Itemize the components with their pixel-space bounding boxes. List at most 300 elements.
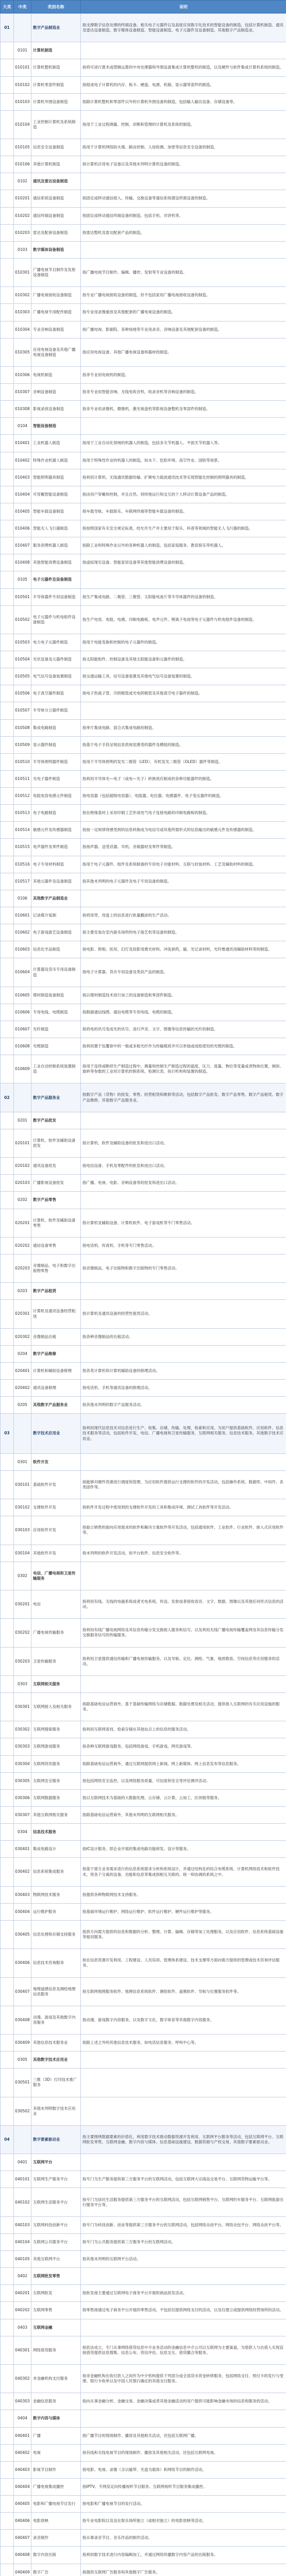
- description-cell: [81, 1112, 286, 1129]
- description-cell: [81, 2097, 286, 2125]
- description-cell: 指从事录音节目、音乐作品的制作活动。: [81, 2530, 286, 2547]
- table-row: [1, 1738, 286, 1755]
- major-code-cell: [1, 924, 14, 941]
- category-name-cell: 计算机制造: [31, 42, 81, 59]
- major-code-cell: [1, 1004, 14, 1021]
- category-name-cell: 其他软件开发: [31, 1545, 81, 1562]
- table-row: [1, 304, 286, 321]
- major-code-cell: [1, 2410, 14, 2427]
- major-code-cell: [1, 366, 14, 383]
- middle-code-cell: 030304: [14, 1755, 31, 1772]
- table-row: [1, 1209, 286, 1237]
- table-row: [1, 110, 286, 139]
- major-code-cell: [1, 1903, 14, 1920]
- middle-code-cell: 030302: [14, 1721, 31, 1738]
- description-cell: 指利用卫星提供通信传输和广播电视传输服务，以及导航、定位、测绘、气象、地质勘查、空间信息等应用服务的活动。: [81, 1647, 286, 1675]
- major-code-cell: [1, 1562, 14, 1590]
- description-cell: 指电影和广播电视节目的发行活动。: [81, 2496, 286, 2513]
- category-name-cell: 信息化学品制造: [31, 941, 81, 958]
- middle-code-cell: 010305: [14, 338, 31, 366]
- table-row: [1, 788, 286, 805]
- header-row: [1, 1, 286, 13]
- description-cell: [81, 2319, 286, 2336]
- description-cell: 指独立销售的面向应用需求的软件和解决方案软件等开发活动，包括通用软件、工业软件、行业软件、嵌入式应用软件等。: [81, 1516, 286, 1545]
- table-row: [1, 2302, 286, 2319]
- major-code-cell: [1, 76, 14, 93]
- major-code-cell: [1, 2285, 14, 2302]
- middle-code-cell: 020103: [14, 1175, 31, 1192]
- middle-code-cell: 040104: [14, 2233, 31, 2250]
- table-row: [1, 668, 286, 685]
- category-name-cell: 电信: [31, 1590, 81, 1619]
- description-cell: 指利用数字技术进行内容编辑加工，并通过网络传播数字内容产品的出版服务。: [81, 2547, 286, 2564]
- middle-code-cell: 010103: [14, 93, 31, 110]
- table-row: [1, 1841, 286, 1858]
- category-name-cell: 互联网零售: [31, 2302, 81, 2319]
- description-cell: 指广播、电视、电影、音响设备等的批发和进出口活动。: [81, 1175, 286, 1192]
- description-cell: 指除基础电信运营商外，基于基础传输网络为存储数据、数据处理及相关活动，提供接入互联网的有关应用设施的服务。: [81, 1693, 286, 1721]
- middle-code-cell: 010514: [14, 822, 31, 839]
- table-row: [1, 1283, 286, 1300]
- major-code-cell: [1, 1545, 14, 1562]
- description-cell: 指数字产品（货物）的批发、零售、经营租赁和维修等活动，包括数字产品批发、数字产品零售、数字产品租赁、数字产品维修、其他数字产品服务业。: [81, 1083, 286, 1112]
- category-name-cell: 非金融机构支付服务: [31, 2364, 81, 2393]
- category-name-cell: 计算机外围设备制造: [31, 93, 81, 110]
- major-code-cell: [1, 207, 14, 224]
- description-cell: 指基础环境运行维护、网络运行维护、软件运行维护、硬件运行维护等服务。: [81, 1903, 286, 1920]
- table-row: [1, 1590, 286, 1619]
- table-row: [1, 1693, 286, 1721]
- middle-code-cell: 010505: [14, 668, 31, 685]
- description-cell: 指基于电子手段呈现信息供视觉感受的器件及模组的制造。: [81, 736, 286, 753]
- major-code-cell: [1, 2427, 14, 2444]
- category-name-cell: 互联网批发零售: [31, 2268, 81, 2285]
- description-cell: 指其他未列明的电子元器件及电子专用设备的制造。: [81, 873, 286, 890]
- middle-code-cell: 010406: [14, 520, 31, 537]
- description-cell: 指非专业用智能音响、无线电收音机、收录音机等音响设备的制造。: [81, 384, 286, 401]
- middle-code-cell: 040402: [14, 2444, 31, 2461]
- middle-code-cell: 0303: [14, 1675, 31, 1692]
- major-code-cell: [1, 2052, 14, 2069]
- category-name-cell: 光纤制造: [31, 1021, 81, 1038]
- major-code-cell: [1, 2302, 14, 2319]
- middle-code-cell: 040102: [14, 2188, 31, 2216]
- table-row: [1, 958, 286, 987]
- description-cell: 指批发商主要通过互联网电子商务平台开展的商品批发活动。: [81, 2285, 286, 2302]
- table-row: [1, 2444, 286, 2461]
- major-code-cell: [1, 702, 14, 719]
- description-cell: [81, 2268, 286, 2285]
- major-code-cell: [1, 173, 14, 190]
- middle-code-cell: 010302: [14, 287, 31, 304]
- category-name-cell: 应用软件开发: [31, 1516, 81, 1545]
- category-name-cell: 其他互联网平台: [31, 2251, 81, 2268]
- major-code-cell: [1, 2006, 14, 2034]
- middle-code-cell: 010608: [14, 1038, 31, 1055]
- category-name-cell: 广播电视集成播控: [31, 2478, 81, 2495]
- description-cell: 指其他未列明的数字产品服务活动。: [81, 1397, 286, 1414]
- description-cell: [81, 173, 286, 190]
- category-name-cell: 广播影视设备批发: [31, 1175, 81, 1192]
- description-cell: 指非金融机构在收付款人之间作为中介机构提供下列部分或全部货币资金转移服务，包括网络支付、预付卡的发行与受理、银行卡收单以及中国人民银行确定的其他支付服务。: [81, 2364, 286, 2393]
- major-code-cell: [1, 2444, 14, 2461]
- major-code-cell: [1, 605, 14, 634]
- major-code-cell: [1, 1129, 14, 1157]
- category-name-cell: 录音制作: [31, 2530, 81, 2547]
- description-cell: 指非专业用录像机、摄像机、激光视盘机等影视设备整机及零部件的制造。: [81, 401, 286, 418]
- description-cell: 指用于电能变换和控制的电子元器件的制造。: [81, 634, 286, 651]
- header-description: 说明: [81, 1, 286, 13]
- major-code-cell: [1, 2364, 14, 2393]
- table-row: [1, 1055, 286, 1083]
- middle-code-cell: 0402: [14, 2268, 31, 2285]
- major-code-cell: [1, 338, 14, 366]
- major-code-cell: [1, 93, 14, 110]
- table-row: [1, 1806, 286, 1823]
- middle-code-cell: 010402: [14, 452, 31, 469]
- description-cell: 指将母带、母盘上的信息进行批量翻录的生产活动。: [81, 907, 286, 924]
- table-row: [1, 2427, 286, 2444]
- description-cell: 指有线和无线电视节目的现场制作、播放及其他相关活动，还包括互联网电视。: [81, 2444, 286, 2461]
- major-code-cell: [1, 1380, 14, 1397]
- middle-code-cell: 040403: [14, 2461, 31, 2478]
- table-row: [1, 14, 286, 42]
- table-body: [0, 13, 286, 2576]
- table-row: [1, 2530, 286, 2547]
- table-row: [1, 2268, 286, 2285]
- category-name-cell: 电声器件及零件制造: [31, 839, 81, 856]
- middle-code-cell: 010602: [14, 924, 31, 941]
- description-cell: 指电影、照相、医用、幻灯及投影用感光材料、冲洗套药，磁、光记录材料，光纤维通讯用辅助材料等的制造。: [81, 941, 286, 958]
- middle-code-cell: 0103: [14, 241, 31, 258]
- major-code-cell: 04: [1, 2125, 14, 2154]
- major-code-cell: [1, 452, 14, 469]
- middle-code-cell: 030305: [14, 1772, 31, 1789]
- middle-code-cell: 030202: [14, 1619, 31, 1647]
- description-cell: 指其他未列明的互联网平台活动。: [81, 2251, 286, 2268]
- table-row: [1, 190, 286, 207]
- description-cell: 指计算机及辅助设备、计算机软件、电子游戏机等专门零售活动。: [81, 1209, 286, 1237]
- category-name-cell: 特殊作业机器人制造: [31, 452, 81, 469]
- major-code-cell: [1, 668, 14, 685]
- major-code-cell: [1, 1055, 14, 1083]
- table-row: [1, 241, 286, 258]
- middle-code-cell: 010604: [14, 958, 31, 987]
- header-middle: 中类: [14, 1, 31, 13]
- middle-code-cell: 030201: [14, 1590, 31, 1619]
- table-row: [1, 93, 286, 110]
- description-cell: 指利用有线、无线的电磁系统或者光电系统，传送、发射或者接收语音、文字、数据、图像以及其他任何形式信息的活动。: [81, 1590, 286, 1619]
- description-cell: 指软件开发过程中使用到的支撑软件开发的工具和集成环境、测试工具软件等开发活动。: [81, 1499, 286, 1516]
- description-cell: 指除基础电信运营商外，通过互联网提供网上新闻、网上新媒体、网上信息发布等信息服务。: [81, 1755, 286, 1772]
- major-code-cell: [1, 873, 14, 890]
- table-row: [1, 1362, 286, 1379]
- description-cell: 指利用互联网查找、检索存储在其他站点上的信息的服务活动。: [81, 1721, 286, 1738]
- major-code-cell: [1, 2336, 14, 2364]
- major-code-cell: [1, 2097, 14, 2125]
- category-name-cell: 数字内容出版: [31, 2547, 81, 2564]
- category-name-cell: 其他数字技术应用业: [31, 2052, 81, 2069]
- middle-code-cell: 010407: [14, 537, 31, 554]
- major-code-cell: [1, 42, 14, 59]
- category-name-cell: 电子专用材料制造: [31, 856, 81, 873]
- major-code-cell: [1, 1841, 14, 1858]
- description-cell: 指IC设计服务，即企业开展的集成电路功能研发、设计等服务。: [81, 1841, 286, 1858]
- description-cell: 指计算机及通讯设备的经营性租赁活动。: [81, 1300, 286, 1328]
- category-name-cell: 数字广告: [31, 2564, 81, 2576]
- category-name-cell: 其他元器件及设备制造: [31, 873, 81, 890]
- description-cell: 指包括网络安全监控，以及网络服务质量、可信度和安全等评估测评活动。: [81, 1772, 286, 1789]
- middle-code-cell: 030402: [14, 1858, 31, 1886]
- major-code-cell: [1, 469, 14, 486]
- category-name-cell: 电力电子元器件制造: [31, 634, 81, 651]
- table-row: [1, 1499, 286, 1516]
- table-row: [1, 59, 286, 76]
- description-cell: 指依法成立，专门从事网络借贷信息中介业务活动的金融信息中介公司以互联网为主要渠道，为借款人与出借人实现直接借贷提供信息搜集、信息公布、资信评估、信息交互、借贷撮合等服务。: [81, 2336, 286, 2364]
- major-code-cell: 03: [1, 1414, 14, 1453]
- description-cell: 指固定或移动通信接入、传输、交换设备等通信系统建设所需设备的制造。: [81, 190, 286, 207]
- middle-code-cell: 010607: [14, 1021, 31, 1038]
- category-name-cell: 其他数字产品制造业: [31, 890, 81, 907]
- major-code-cell: [1, 384, 14, 401]
- table-row: [1, 822, 286, 839]
- table-row: [1, 520, 286, 537]
- description-cell: 指在绝缘基材上采用印制工艺形成电气电子连接电路的印制电路板的制造。: [81, 805, 286, 822]
- description-cell: 指用于连续或断续生产制造过程中，测量和控制生产制造过程的温度、压力、流量、物位等变量或者物体位置、倾斜、旋转等参数的工业用计算机控制系统、检测仪表、执行机构和装置的制造。: [81, 1055, 286, 1083]
- middle-code-cell: 010102: [14, 76, 31, 93]
- category-name-cell: 互联网批发: [31, 2285, 81, 2302]
- table-row: [1, 2069, 286, 2097]
- major-code-cell: [1, 1397, 14, 1414]
- description-cell: 指电子计算器、货币专用设备及类似产品的制造。: [81, 958, 286, 987]
- middle-code-cell: 010105: [14, 139, 31, 156]
- table-row: [1, 173, 286, 190]
- table-row: [1, 2461, 286, 2478]
- category-name-cell: 电子真空器件制造: [31, 685, 81, 702]
- middle-code-cell: 010101: [14, 59, 31, 76]
- category-name-cell: 其他数字产品服务业: [31, 1397, 81, 1414]
- description-cell: 指专业广播电视接收设备的制造，但不包括家用广播电视接收设备的制造。: [81, 287, 286, 304]
- description-cell: 指主要安装在室内游乐场所的电子游艺机等设备的制造。: [81, 924, 286, 941]
- description-cell: [81, 1192, 286, 1209]
- middle-code-cell: 040303: [14, 2393, 31, 2410]
- major-code-cell: [1, 2069, 14, 2097]
- description-cell: 指支撑数字信息处理的终端设备、相关电子元器件以及高度应用数字化技术的智能设备的制造，包括计算机制造、通讯及雷达设备制造、数字媒体设备制造、智能设备制造、电子元器件及设备制造、其他数字产品制造业。: [81, 14, 286, 42]
- middle-code-cell: 010501: [14, 588, 31, 605]
- table-row: [1, 1129, 286, 1157]
- category-name-cell: 显示器件制造: [31, 736, 81, 753]
- major-code-cell: [1, 537, 14, 554]
- description-cell: 指电话机、传真机、手机等专门零售活动。: [81, 1237, 286, 1254]
- table-row: [1, 2364, 286, 2393]
- table-row: [1, 1858, 286, 1886]
- table-row: [1, 1562, 286, 1590]
- table-row: [1, 1083, 286, 1112]
- major-code-cell: [1, 503, 14, 520]
- major-code-cell: [1, 1789, 14, 1806]
- table-row: [1, 76, 286, 93]
- middle-code-cell: 030406: [14, 1949, 31, 1977]
- category-name-cell: 网络借贷服务: [31, 2336, 81, 2364]
- table-row: [1, 588, 286, 605]
- middle-code-cell: 010303: [14, 304, 31, 321]
- category-name-cell: 互联网科技创新平台: [31, 2216, 81, 2233]
- middle-code-cell: 0301: [14, 1453, 31, 1470]
- table-row: [1, 907, 286, 924]
- table-row: [1, 156, 286, 173]
- middle-code-cell: 010401: [14, 435, 31, 452]
- middle-code-cell: 030101: [14, 1470, 31, 1499]
- table-row: [1, 2216, 286, 2233]
- middle-code-cell: [14, 2125, 31, 2154]
- table-row: [1, 258, 286, 286]
- middle-code-cell: [14, 1414, 31, 1453]
- table-row: [1, 2006, 286, 2034]
- middle-code-cell: 030401: [14, 1841, 31, 1858]
- category-name-cell: 工业自动控制系统装置制造: [31, 1055, 81, 1083]
- middle-code-cell: 010201: [14, 190, 31, 207]
- middle-code-cell: 020203: [14, 1254, 31, 1282]
- description-cell: 指专业电影院以及设在娱乐场所独立（或相对独立）的电影放映等活动。: [81, 2513, 286, 2530]
- category-name-cell: 光缆制造: [31, 1038, 81, 1055]
- major-code-cell: [1, 2513, 14, 2530]
- category-name-cell: 广播电视接收设备制造: [31, 287, 81, 304]
- category-name-cell: 工业机器人制造: [31, 435, 81, 452]
- middle-code-cell: 010403: [14, 469, 31, 486]
- category-name-cell: 音响设备制造: [31, 384, 81, 401]
- category-name-cell: 智能无人飞行器制造: [31, 520, 81, 537]
- category-name-cell: 信息处理和存储支持服务: [31, 1920, 81, 1948]
- description-cell: 指电信设备、手机及零配件的批发和进出口活动。: [81, 1158, 286, 1175]
- description-cell: 指利用现代信息技术对信息进行生产、收集、存储、传输、处理、检索和应用，为用户提供基础软件、应用软件、信息技术服务等活动，包括软件开发，电信、广播电视和卫星传输服务，互联网相关服务，信息技术服务，其他数字技术应用业。: [81, 1414, 286, 1453]
- major-code-cell: [1, 1516, 14, 1545]
- table-row: [1, 1675, 286, 1692]
- major-code-cell: [1, 321, 14, 338]
- major-code-cell: [1, 1192, 14, 1209]
- major-code-cell: [1, 736, 14, 753]
- table-row: [1, 2097, 286, 2125]
- middle-code-cell: 030306: [14, 1789, 31, 1806]
- major-code-cell: [1, 2216, 14, 2233]
- middle-code-cell: 030405: [14, 1920, 31, 1948]
- category-name-cell: 影视录放设备制造: [31, 401, 81, 418]
- major-code-cell: [1, 156, 14, 173]
- category-name-cell: 其他智能消费设备制造: [31, 554, 81, 571]
- category-name-cell: 计算机及通讯设备经营租赁: [31, 1300, 81, 1328]
- major-code-cell: [1, 2171, 14, 2188]
- category-name-cell: 动漫、游戏及其他数字内容服务: [31, 2006, 81, 2034]
- table-row: [1, 1397, 286, 1414]
- description-cell: 指电影、电视、录像（含以磁带、光盘为载体）和网络节目的制作活动。: [81, 2461, 286, 2478]
- major-code-cell: [1, 554, 14, 571]
- major-code-cell: [1, 1858, 14, 1886]
- description-cell: 指专门为公共服务提供第三方服务平台的互联网活动。: [81, 2233, 286, 2250]
- category-name-cell: 互联网资讯服务: [31, 1755, 81, 1772]
- description-cell: 指按照国家有关安全规定标准，经允许生产并主要用于娱乐、科普等领域的智能无人飞行器的制造。: [81, 520, 286, 537]
- middle-code-cell: 010304: [14, 321, 31, 338]
- description-cell: [81, 1675, 286, 1692]
- category-name-cell: 专用电线、电缆制造: [31, 1004, 81, 1021]
- description-cell: 指零售商通过电子商务平台开展的零售活动，不包括仅提供网络支付的活动，以及仅建立或提供网络经营场所的活动。: [81, 2302, 286, 2319]
- category-name-cell: 广播电视节目制作及发射设备制造: [31, 258, 81, 286]
- category-name-cell: 互联网相关服务: [31, 1675, 81, 1692]
- middle-code-cell: 040105: [14, 2251, 31, 2268]
- major-code-cell: [1, 287, 14, 304]
- middle-code-cell: 010306: [14, 366, 31, 383]
- description-cell: [81, 571, 286, 588]
- major-code-cell: [1, 1328, 14, 1345]
- table-row: [1, 2171, 286, 2188]
- category-name-cell: 数字要素驱动业: [31, 2125, 81, 2154]
- middle-code-cell: 030103: [14, 1516, 31, 1545]
- major-code-cell: [1, 2461, 14, 2478]
- category-name-cell: 智能照明器具制造: [31, 469, 81, 486]
- category-name-cell: 集成电路设计: [31, 1841, 81, 1858]
- table-row: [1, 1038, 286, 1055]
- middle-code-cell: 0305: [14, 2052, 31, 2069]
- category-name-cell: 电子元器件与机电组件设备制造: [31, 605, 81, 634]
- major-code-cell: [1, 1237, 14, 1254]
- category-name-cell: 专业音响设备制造: [31, 321, 81, 338]
- middle-code-cell: 0401: [14, 2154, 31, 2171]
- table-row: [1, 770, 286, 787]
- table-row: [1, 605, 286, 634]
- description-cell: 指供方向需方提供的信息和数据的分析、整理、计算、编辑、存储等加工处理服务，以及应用软件、信息系统基础设施等租用服务。: [81, 1920, 286, 1948]
- table-row: [1, 634, 286, 651]
- major-code-cell: [1, 2268, 14, 2285]
- category-name-cell: 通讯设备修理: [31, 1380, 81, 1397]
- middle-code-cell: 020401: [14, 1362, 31, 1379]
- table-row: [1, 1824, 286, 1841]
- table-row: [1, 1004, 286, 1021]
- table-row: [1, 338, 286, 366]
- middle-code-cell: 010509: [14, 736, 31, 753]
- category-name-cell: 电影放映: [31, 2513, 81, 2530]
- category-name-cell: 增材制造装备制造: [31, 987, 81, 1004]
- table-row: [1, 2513, 286, 2530]
- description-cell: 指在信息资源开发利用、工程建设、人员培训、管理体系建设、技术支撑等方面向需方提供的管理或技术咨询评估服务。: [81, 1949, 286, 1977]
- category-name-cell: 服务消费机器人制造: [31, 537, 81, 554]
- category-name-cell: 通讯及雷达设备制造: [31, 173, 81, 190]
- table-row: [1, 1545, 286, 1562]
- category-name-cell: 智能车载设备制造: [31, 503, 81, 520]
- description-cell: 指电子热离子管、冷阴极管或光电阴极管及其他真空电子器件的制造。: [81, 685, 286, 702]
- description-cell: 指组成电子计算机的内存、板卡、硬盘、电源、机箱、显示器等部件的制造。: [81, 76, 286, 93]
- category-name-cell: 计算器及货币专用设备制造: [31, 958, 81, 987]
- category-name-cell: 工业控制计算机及系统制造: [31, 110, 81, 139]
- table-row: [1, 486, 286, 503]
- category-name-cell: 数字产品租赁: [31, 1283, 81, 1300]
- middle-code-cell: 0106: [14, 890, 31, 907]
- description-cell: 指广播电视、影剧院、各种场地等专业用录音、音响设备及其他配套设备的制造。: [81, 321, 286, 338]
- category-name-cell: 电阻电容电感元件制造: [31, 788, 81, 805]
- table-row: [1, 554, 286, 571]
- description-cell: [81, 1345, 286, 1362]
- major-code-cell: [1, 520, 14, 537]
- category-name-cell: 互联网搜索服务: [31, 1721, 81, 1738]
- table-row: [1, 1175, 286, 1192]
- middle-code-cell: 030403: [14, 1886, 31, 1903]
- category-name-cell: 信息安全设备制造: [31, 139, 81, 156]
- middle-code-cell: 010605: [14, 987, 31, 1004]
- category-name-cell: 计算机、软件及辅助设备零售: [31, 1209, 81, 1237]
- table-row: [1, 1949, 286, 1977]
- major-code-cell: [1, 2564, 14, 2576]
- category-name-cell: 通讯设备批发: [31, 1158, 81, 1175]
- middle-code-cell: 010512: [14, 788, 31, 805]
- description-cell: 指生产集成电路、二极管、三极管、太阳能电池片等半导体器件的设备的制造。: [81, 588, 286, 605]
- major-code-cell: [1, 634, 14, 651]
